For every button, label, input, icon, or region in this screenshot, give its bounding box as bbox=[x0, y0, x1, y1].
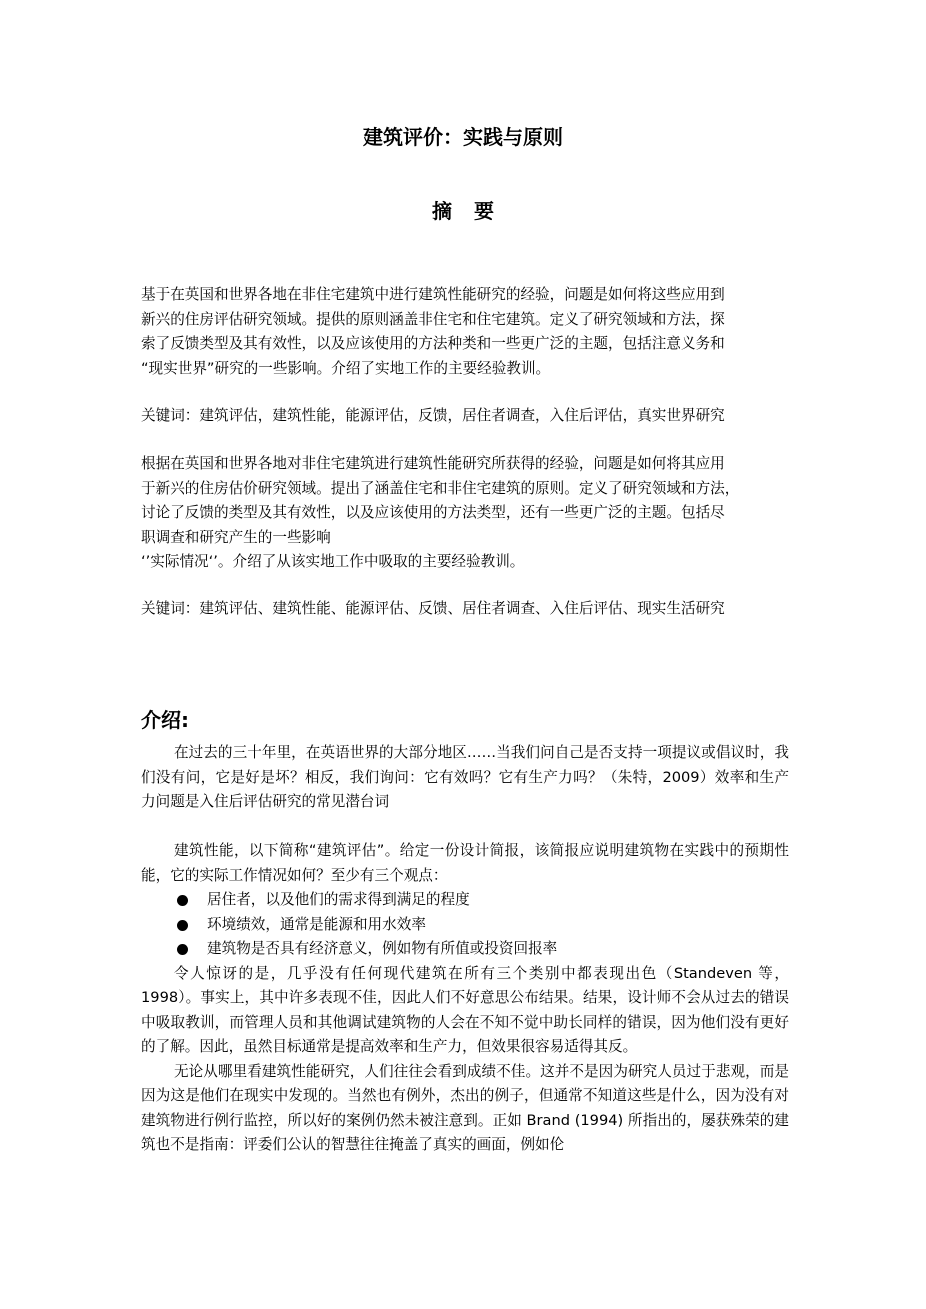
abstract-1-line: 新兴的住房评估研究领域。提供的原则涵盖非住宅和住宅建筑。定义了研究领域和方法，探 bbox=[141, 310, 725, 328]
intro-paragraph-4: 无论从哪里看建筑性能研究，人们往往会看到成绩不佳。这并不是因为研究人员过于悲观，而是因为这是他们在现实中发现的。当然也有例外，杰出的例子，但通常不知道这些是什么，因为没有对建筑物进行例行监控，所以好的案例仍然未被注意到。正如 Brand (1994) 所指出的，屡获殊荣的建筑也不是指南：评委们公认的智慧往往掩盖了真实的画面，例如伦 bbox=[141, 1062, 789, 1153]
abstract-2-line: 讨论了反馈的类型及其有效性，以及应该使用的方法类型，还有一些更广泛的主题。包括尽 bbox=[141, 504, 725, 521]
intro-paragraph-2: 建筑性能，以下简称“建筑评估”。给定一份设计简报，该简报应说明建筑物在实践中的预期性能，它的实际工作情况如何？至少有三个观点： bbox=[141, 842, 789, 884]
bullet-icon bbox=[177, 920, 188, 931]
list-item bbox=[141, 888, 789, 913]
keywords-1 bbox=[141, 404, 789, 429]
abstract-2-line: 根据在英国和世界各地对非住宅建筑进行建筑性能研究所获得的经验，问题是如何将其应用 bbox=[141, 455, 725, 472]
abstract-heading: 摘要 bbox=[432, 199, 516, 223]
intro-paragraph-3: 令人惊讶的是，几乎没有任何现代建筑在所有三个类别中都表现出色（Standeven 等，1998）。事实上，其中许多表现不佳，因此人们不好意思公布结果。结果，设计师不会从过去的错误中吸取教训，而管理人员和其他调试建筑物的人会在不知不觉中助长同样的错误，因为他们没有更好的了解。因此，虽然目标通常是提高效率和生产力，但效果很容易适得其反。 bbox=[141, 964, 789, 1055]
abstract-paragraph-2 bbox=[141, 452, 789, 575]
keywords-1-text: 关键词：建筑评估，建筑性能，能源评估，反馈，居住者调查，入住后评估，真实世界研究 bbox=[141, 407, 725, 424]
abstract-2-line: 职调查和研究产生的一些影响 bbox=[141, 528, 331, 546]
keywords-2 bbox=[141, 597, 789, 622]
abstract-1-line: “现实世界”研究的一些影响。介绍了实地工作的主要经验教训。 bbox=[141, 359, 551, 377]
intro-paragraph-1: 在过去的三十年里，在英语世界的大部分地区……当我们问自己是否支持一项提议或倡议时，我们没有问，它是好是坏？相反，我们询问：它有效吗？它有生产力吗？（朱特，2009）效率和生产力问题是入住后评估研究的常见潜台词 bbox=[141, 744, 789, 810]
bullet-icon bbox=[177, 895, 188, 906]
abstract-2-line: 于新兴的住房估价研究领域。提出了涵盖住宅和非住宅建筑的原则。定义了研究领域和方法， bbox=[141, 479, 740, 497]
perspective-list bbox=[141, 888, 789, 962]
abstract-2-line: ‘’实际情况‘’。介绍了从该实地工作中吸取的主要经验教训。 bbox=[141, 553, 525, 570]
list-item bbox=[141, 937, 789, 962]
introduction-heading: 介绍: bbox=[141, 708, 189, 732]
abstract-paragraph-1 bbox=[141, 283, 789, 381]
list-item-text: 建筑物是否具有经济意义，例如物有所值或投资回报率 bbox=[207, 940, 558, 957]
list-item-text: 环境绩效，通常是能源和用水效率 bbox=[207, 915, 426, 933]
paragraph-gap bbox=[141, 815, 789, 840]
keywords-2-text: 关键词：建筑评估、建筑性能、能源评估、反馈、居住者调查、入住后评估、现实生活研究 bbox=[141, 600, 725, 617]
document-title: 建筑评价：实践与原则 bbox=[363, 125, 563, 149]
abstract-1-line: 索了反馈类型及其有效性，以及应该使用的方法种类和一些更广泛的主题，包括注意义务和 bbox=[141, 335, 725, 352]
bullet-icon bbox=[177, 944, 188, 955]
abstract-1-line: 基于在英国和世界各地在非住宅建筑中进行建筑性能研究的经验，问题是如何将这些应用到 bbox=[141, 286, 725, 303]
list-item bbox=[141, 913, 789, 938]
introduction-body bbox=[141, 741, 789, 1158]
list-item-text: 居住者，以及他们的需求得到满足的程度 bbox=[207, 891, 470, 908]
